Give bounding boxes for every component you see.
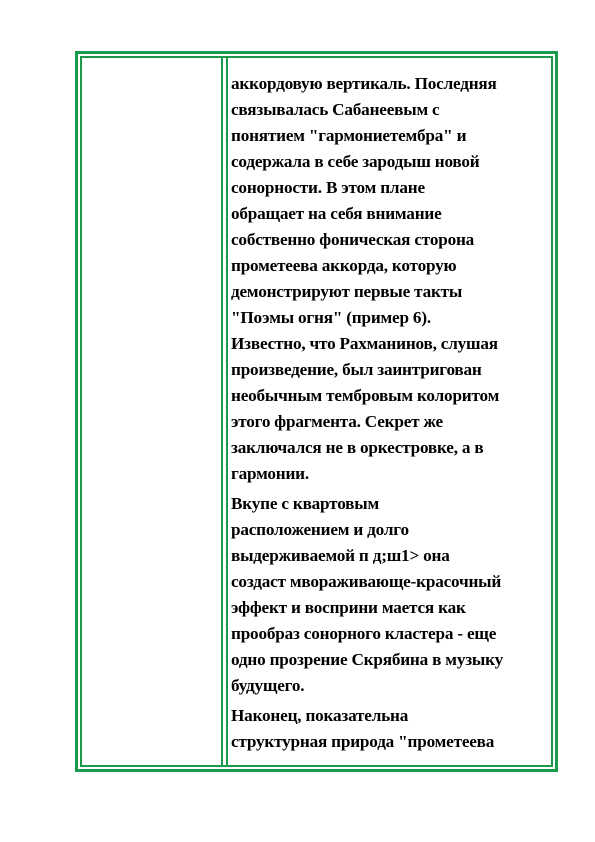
paragraph-3: Наконец, показательна структурная природа "прометеева — [231, 706, 495, 751]
paragraph-2: Вкупе с квартовым расположением и долго выдерживаемой п д;ш1> она создаст мвораживающе-красочный эффект и восприни мается как прообраз сонорного кластера - еще одно прозрение Скрябина в музыку будущего. — [231, 494, 503, 695]
left-empty-column — [85, 61, 221, 762]
main-text-column — [231, 71, 553, 755]
paragraph-1: аккордовую вертикаль. Последняя связывалась Сабанеевым с понятием "гармониетембра" и содержала в себе зародыш новой сонорности. В этом плане обращает на себя внимание собственно фоническая сторона прометеева аккорда, которую демонстрируют первые такты "Поэмы огня" (пример 6). Известно, что Рахманинов, слушая произведение, был заинтригован необычным тембровым колоритом этого фрагмента. Секрет же заключался не в оркестровке, а в гармонии. — [231, 74, 500, 483]
column-divider-left — [221, 56, 223, 767]
column-divider-right — [226, 56, 228, 767]
